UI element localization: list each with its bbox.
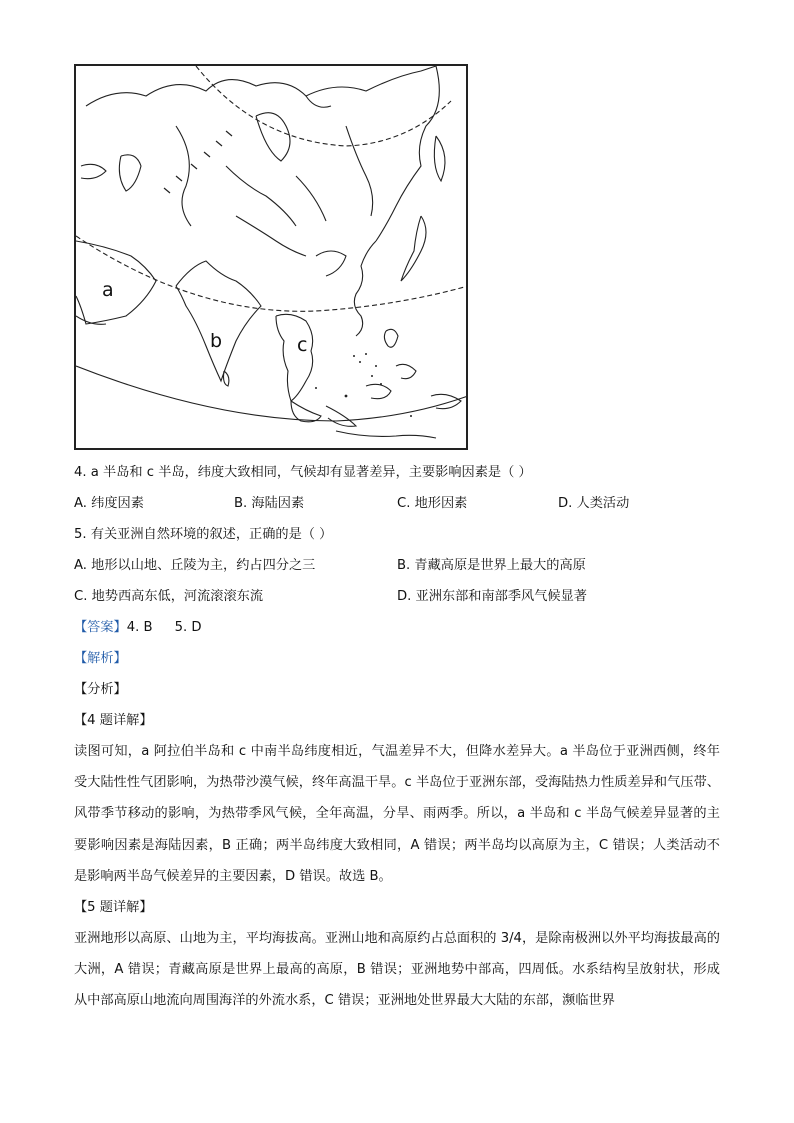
answer-tag: 【答案】 — [74, 620, 127, 635]
detail-4-heading: 【4 题详解】 — [74, 713, 153, 728]
q4-option-c: C. 地形因素 — [397, 496, 468, 511]
answer-line — [74, 618, 202, 638]
q4-option-b: B. 海陆因素 — [234, 496, 305, 511]
q5-option-a: A. 地形以山地、丘陵为主，约占四分之三 — [74, 558, 316, 573]
answer-5: 5. D — [174, 620, 202, 635]
map-label-c: c — [297, 334, 308, 356]
q5-option-d: D. 亚洲东部和南部季风气候显著 — [397, 589, 587, 604]
map-label-a: a — [102, 279, 114, 301]
q5-option-b: B. 青藏高原是世界上最大的高原 — [397, 558, 586, 573]
q4-option-a: A. 纬度因素 — [74, 496, 144, 511]
jiexi-heading: 【解析】 — [74, 651, 127, 666]
detail-4-text: 读图可知，a 阿拉伯半岛和 c 中南半岛纬度相近，气温差异不大，但降水差异大。a 半岛位于亚洲西侧，终年受大陆性性气团影响，为热带沙漠气候，终年高温干旱。c 半岛位于亚洲东部，受海陆热力性质差异和气压带、风带季节移动的影响，为热带季风气候，全年高温，分旱、雨两季。所以，a 半岛和 c 半岛气候差异显著的主要影响因素是海陆因素，B 正确；两半岛纬度大致相同，A 错误；两半岛均以高原为主，C 错误；人类活动不是影响两半岛气候差异的主要因素，D 错误。故选 B。 — [74, 744, 720, 884]
map-label-b: b — [210, 330, 223, 352]
answer-4: 4. B — [126, 620, 153, 635]
fenxi-heading: 【分析】 — [74, 682, 127, 697]
question-4-stem: 4. a 半岛和 c 半岛，纬度大致相同，气候却有显著差异，主要影响因素是（ ） — [74, 465, 532, 480]
detail-5-text: 亚洲地形以高原、山地为主，平均海拔高。亚洲山地和高原约占总面积的 3/4，是除南极洲以外平均海拔最高的大洲，A 错误；青藏高原是世界上最高的高原，B 错误；亚洲地势中部高，四周低。水系结构呈放射状，形成从中部高原山地流向周围海洋的外流水系，C 错误；亚洲地处世界最大大陆的东部，濒临世界 — [74, 931, 720, 1009]
detail-5-heading: 【5 题详解】 — [74, 900, 153, 915]
q4-option-d: D. 人类活动 — [558, 496, 630, 511]
question-5-stem: 5. 有关亚洲自然环境的叙述，正确的是（ ） — [74, 527, 333, 542]
asia-map — [74, 64, 468, 450]
q5-option-c: C. 地势西高东低，河流滚滚东流 — [74, 589, 264, 604]
asia-map-drawing — [76, 66, 466, 448]
